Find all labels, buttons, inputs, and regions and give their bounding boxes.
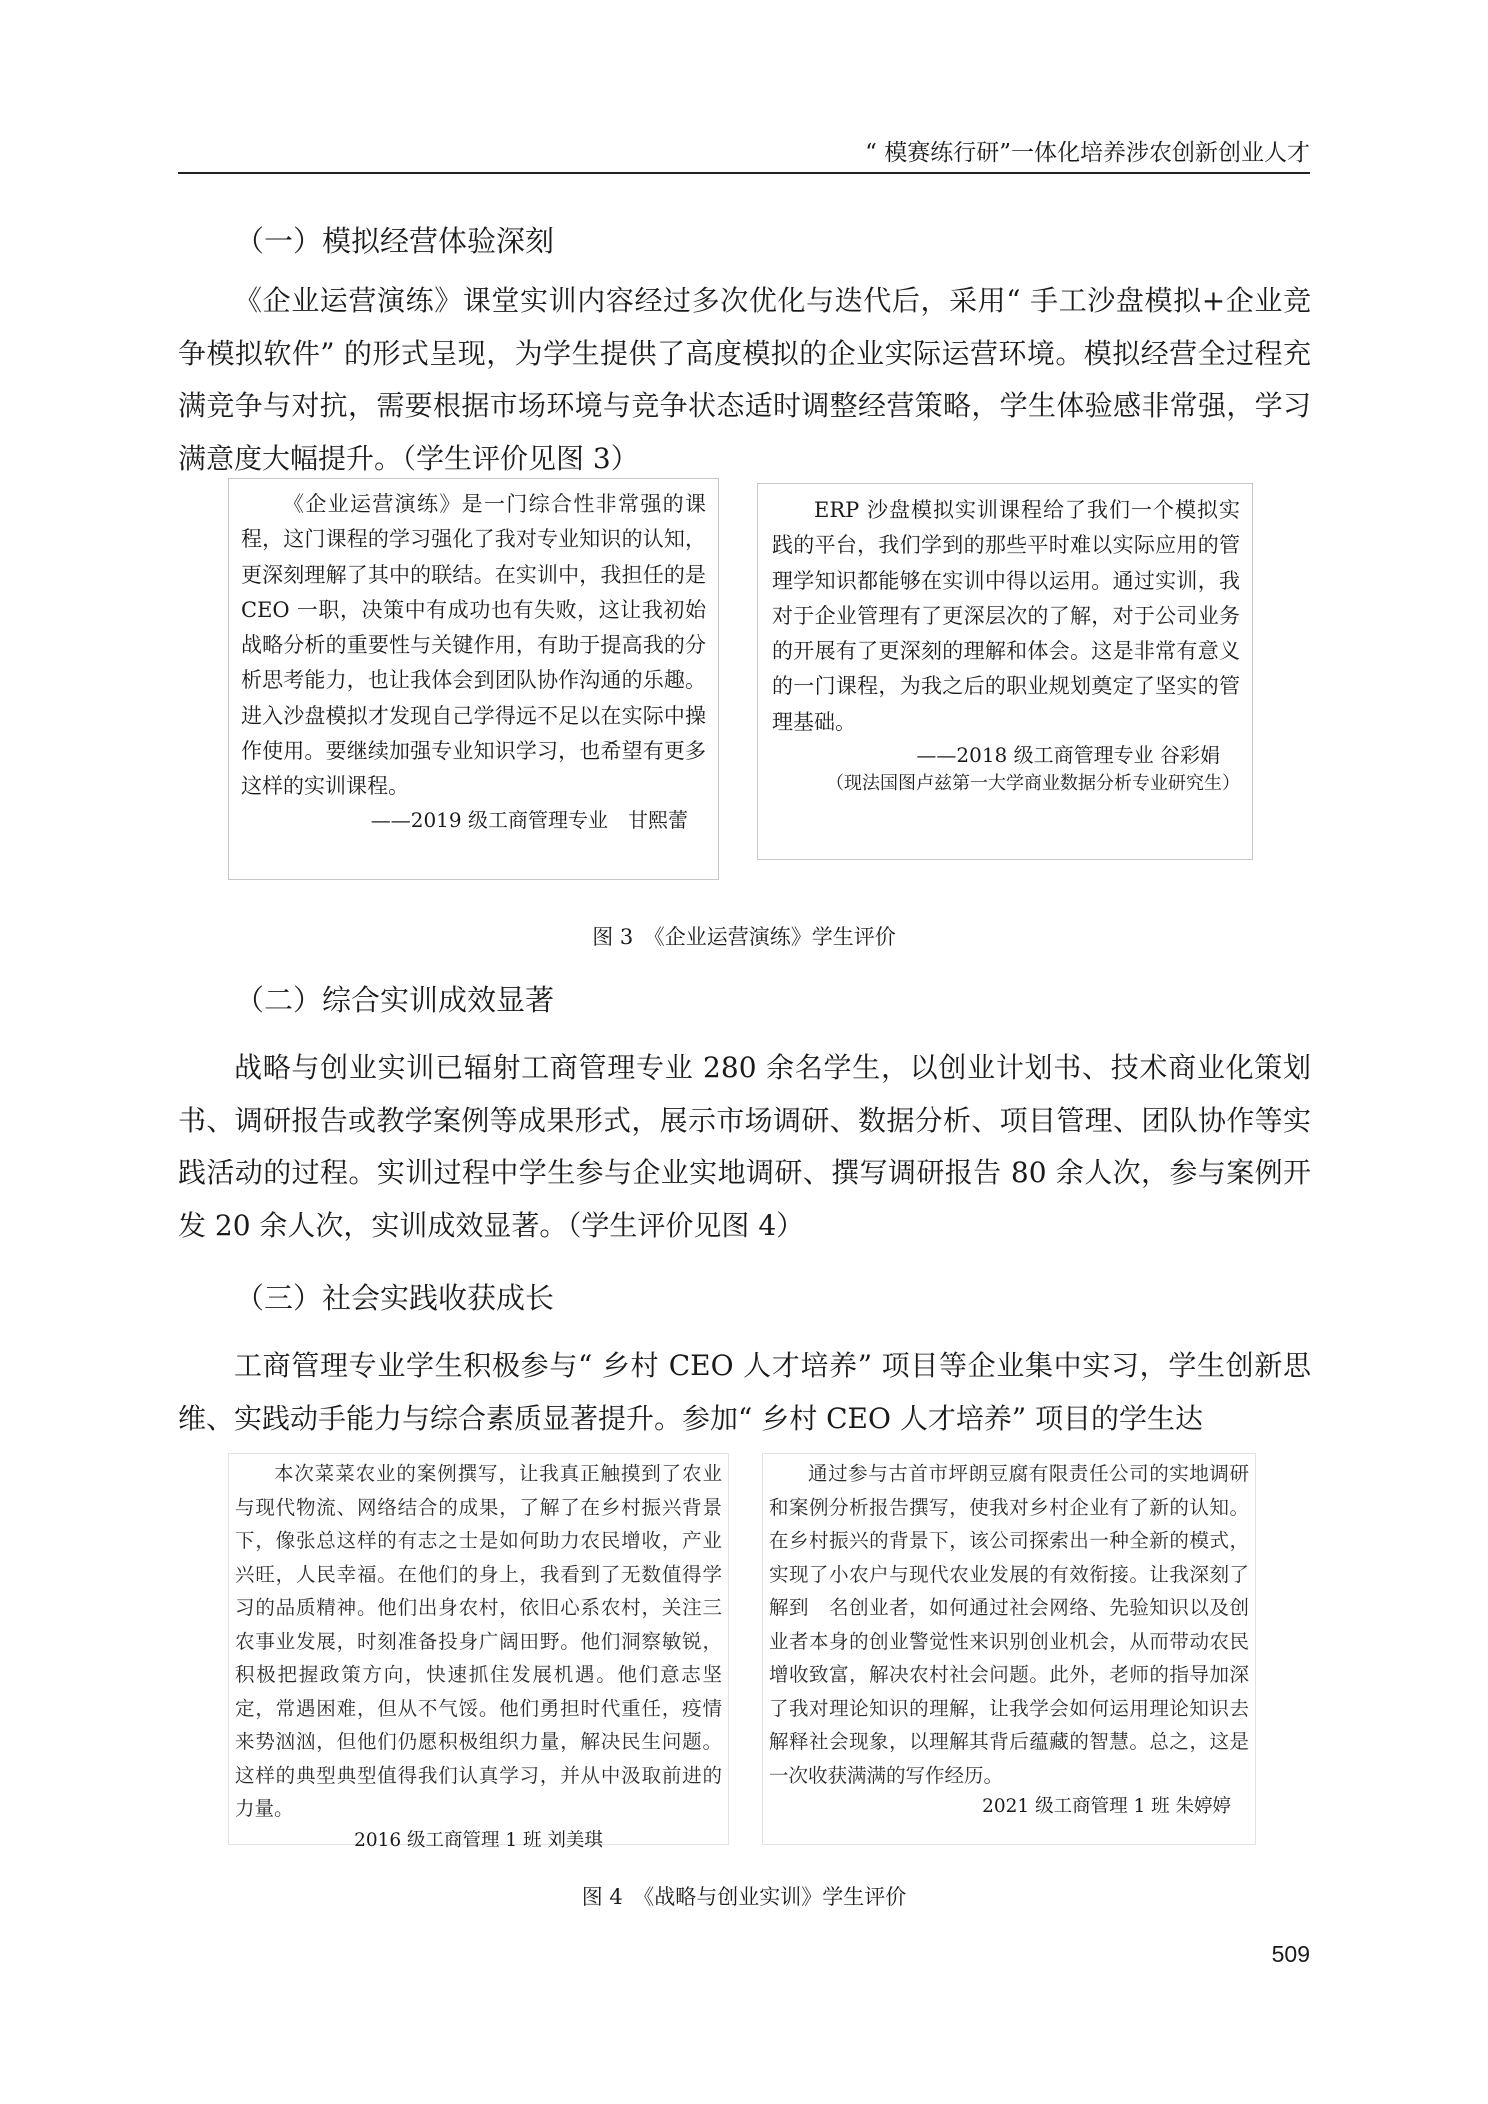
running-header (178, 138, 1310, 174)
body-paragraph-2: 战略与创业实训已辐射工商管理专业 280 余名学生，以创业计划书、技术商业化策划书、调研报告或教学案例等成果形式，展示市场调研、数据分析、项目管理、团队协作等实践活动的过程。实训过程中学生参与企业实地调研、撰写调研报告 80 余人次，参与案例开发 20 余人次，实训成效显著。（学生评价见图 4） (178, 1051, 1311, 1242)
body-paragraph-1: 《企业运营演练》课堂实训内容经过多次优化与迭代后，采用“ 手工沙盘模拟+企业竞争模拟软件” 的形式呈现，为学生提供了高度模拟的企业实际运营环境。模拟经营全过程充满竞争与对抗，需要根据市场环境与竞争状态适时调整经营策略，学生体验感非常强，学习满意度大幅提升。（学生评价见图 3） (178, 284, 1311, 475)
student-review-attribution-note: （现法国图卢兹第一大学商业数据分析专业研究生） (826, 773, 1240, 795)
figure-caption-3: 图 3 《企业运营演练》学生评价 (592, 925, 896, 949)
body-paragraph-3: 工商管理专业学生积极参与“ 乡村 CEO 人才培养” 项目等企业集中实习，学生创新思维、实践动手能力与综合素质显著提升。参加“ 乡村 CEO 人才培养” 项目的学生达 (178, 1349, 1311, 1435)
student-review-text: 通过参与古首市坪朗豆腐有限责任公司的实地调研和案例分析报告撰写，使我对乡村企业有了新的认知。在乡村振兴的背景下，该公司探索出一种全新的模式，实现了小农户与现代农业发展的有效衔接。让我深刻了解到 名创业者，如何通过社会网络、先验知识以及创业者本身的创业警觉性来识别创业机会，从而带动农民增收致富，解决农村社会问题。此外，老师的指导加深了我对理论知识的理解，让我学会如何运用理论知识去解释社会现象，以理解其背后蕴藏的智慧。总之，这是一次收获满满的写作经历。 (769, 1462, 1249, 1787)
student-review-box-right (757, 483, 1253, 860)
student-review-box-left (228, 478, 719, 880)
student-review-text: 本次菜菜农业的案例撰写，让我真正触摸到了农业与现代物流、网络结合的成果，了解了在乡村振兴背景下，像张总这样的有志之士是如何助力农民增收，产业兴旺，人民幸福。在他们的身上，我看到了无数值得学习的品质精神。他们出身农村，依旧心系农村，关注三农事业发展，时刻准备投身广阔田野。他们洞察敏锐，积极把握政策方向，快速抓住发展机遇。他们意志坚定，常遇困难，但从不气馁。他们勇担时代重任，疫情来势汹汹，但他们仍愿积极组织力量，解决民生问题。这样的典型典型值得我们认真学习，并从中汲取前进的力量。 (235, 1462, 722, 1820)
section-heading-1: （一）模拟经营体验深刻 (235, 224, 555, 258)
figure-caption-4: 图 4 《战略与创业实训》学生评价 (581, 1885, 907, 1909)
student-review-attribution: ——2019 级工商管理专业 甘熙蕾 (370, 807, 688, 832)
section-heading-2: （二）综合实训成效显著 (235, 983, 555, 1017)
student-review-attribution: ——2018 级工商管理专业 谷彩娟 (916, 743, 1220, 768)
student-review-attribution: 2021 级工商管理 1 班 朱婷婷 (982, 1796, 1231, 1817)
scanned-review-box-right (762, 1453, 1256, 1845)
student-review-text: ERP 沙盘模拟实训课程给了我们一个模拟实践的平台，我们学到的那些平时难以实际应用的管理学知识都能够在实训中得以运用。通过实训，我对于企业管理有了更深层次的了解，对于公司业务的开展有了更深刻的理解和体会。这是非常有意义的一门课程，为我之后的职业规划奠定了坚实的管理基础。 (772, 498, 1240, 734)
section-heading-3: （三）社会实践收获成长 (235, 1281, 555, 1315)
scanned-review-box-left (228, 1453, 729, 1851)
student-review-text: 《企业运营演练》是一门综合性非常强的课程，这门课程的学习强化了我对专业知识的认知，更深刻理解了其中的联结。在实训中，我担任的是 CEO 一职，决策中有成功也有失败，这让我初始战略分析的重要性与关键作用，有助于提高我的分析思考能力，也让我体会到团队协作沟通的乐趣。进入沙盘模拟才发现自己学得远不足以在实际中操作使用。要继续加强专业知识学习，也希望有更多这样的实训课程。 (241, 492, 706, 799)
running-title: “ 模赛练行研”一体化培养涉农创新创业人才 (865, 140, 1310, 166)
page-number: 509 (1271, 1941, 1310, 1967)
student-review-attribution: 2016 级工商管理 1 班 刘美琪 (354, 1829, 603, 1851)
